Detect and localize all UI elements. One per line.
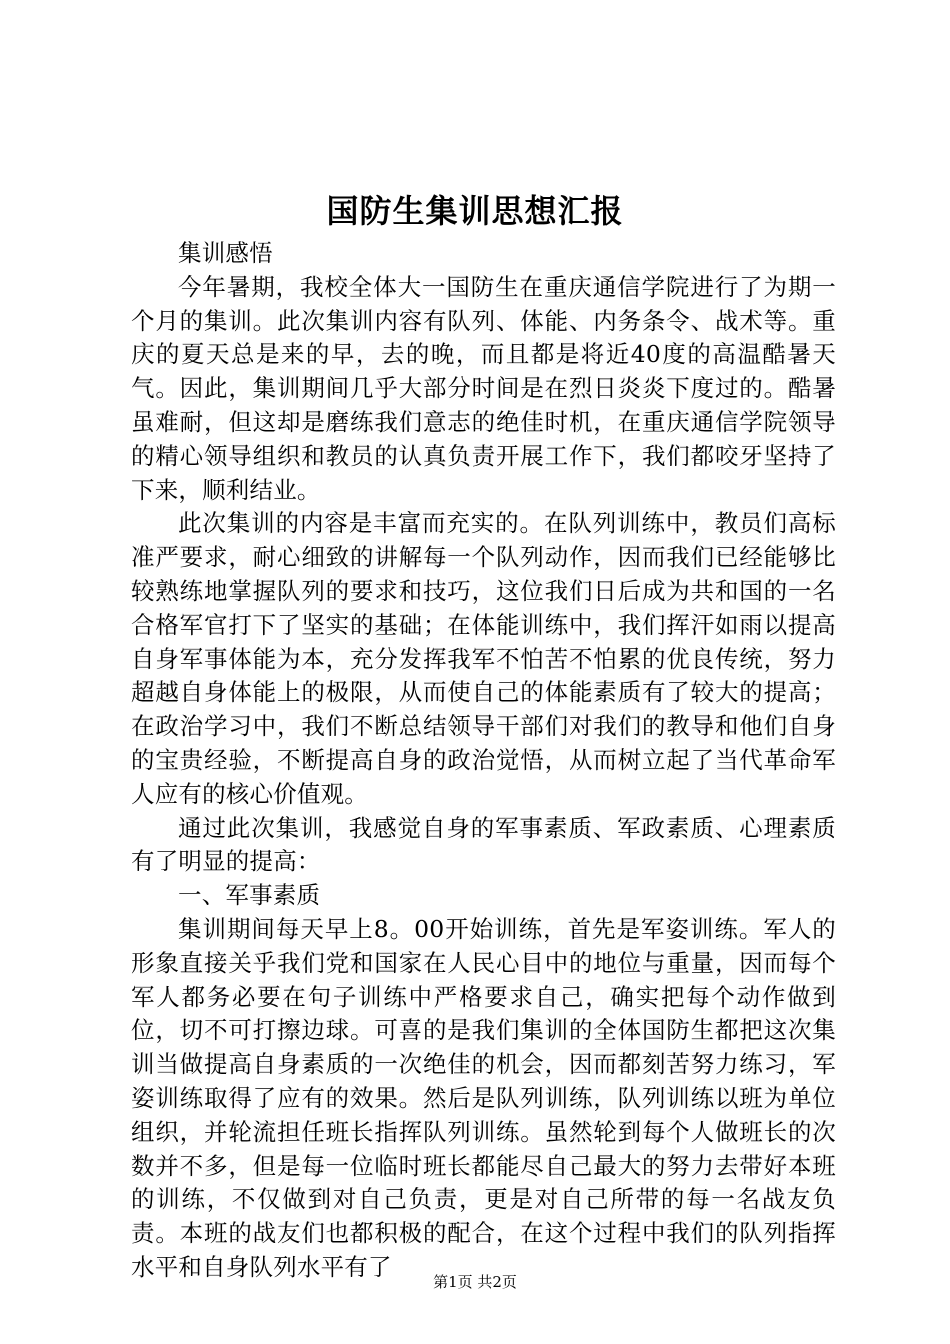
- page-number-footer: 第1页 共2页: [433, 1273, 517, 1291]
- paragraph-content: 此次集训的内容是丰富而充实的。在队列训练中，教员们高标准严要求，耐心细致的讲解每一个队列动作，因而我们已经能够比较熟练地掌握队列的要求和技巧，这位我们日后成为共和国的一名合格军官打下了坚实的基础；在体能训练中，我们挥汗如雨以提高自身军事体能为本，充分发挥我军不怕苦不怕累的优良传统，努力超越自身体能上的极限，从而使自己的体能素质有了较大的提高；在政治学习中，我们不断总结领导干部们对我们的教导和他们自身的宝贵经验，不断提高自身的政治觉悟，从而树立起了当代革命军人应有的核心价值观。: [131, 509, 836, 808]
- section-heading-insight: 集训感悟: [178, 239, 273, 267]
- paragraph-improvement: 通过此次集训，我感觉自身的军事素质、军政素质、心理素质有了明显的提高：: [131, 813, 836, 876]
- section-heading-military: 一、军事素质: [178, 881, 321, 910]
- document-title: 国防生集训思想汇报: [326, 192, 624, 230]
- paragraph-intro: 今年暑期，我校全体大一国防生在重庆通信学院进行了为期一个月的集训。此次集训内容有队列、体能、内务条令、战术等。重庆的夏天总是来的早，去的晚，而且都是将近40度的高温酷暑天气。因此，集训期间几乎大部分时间是在烈日炎炎下度过的。酷暑虽难耐，但这却是磨练我们意志的绝佳时机，在重庆通信学院领导的精心领导组织和教员的认真负责开展工作下，我们都咬牙坚持了下来，顺利结业。: [131, 272, 836, 504]
- document-body: [131, 237, 836, 1285]
- paragraph-military-training: 集训期间每天早上8。00开始训练，首先是军姿训练。军人的形象直接关乎我们党和国家在人民心目中的地位与重量，因而每个军人都务必要在句子训练中严格要求自己，确实把每个动作做到位，切不可打擦边球。可喜的是我们集训的全体国防生都把这次集训当做提高自身素质的一次绝佳的机会，因而都刻苦努力练习，军姿训练取得了应有的效果。然后是队列训练，队列训练以班为单位组织，并轮流担任班长指挥队列训练。虽然轮到每个人做班长的次数并不多，但是每一位临时班长都能尽自己最大的努力去带好本班的训练，不仅做到对自己负责，更是对自己所带的每一名战友负责。本班的战友们也都积极的配合，在这个过程中我们的队列指挥水平和自身队列水平有了: [131, 914, 836, 1281]
